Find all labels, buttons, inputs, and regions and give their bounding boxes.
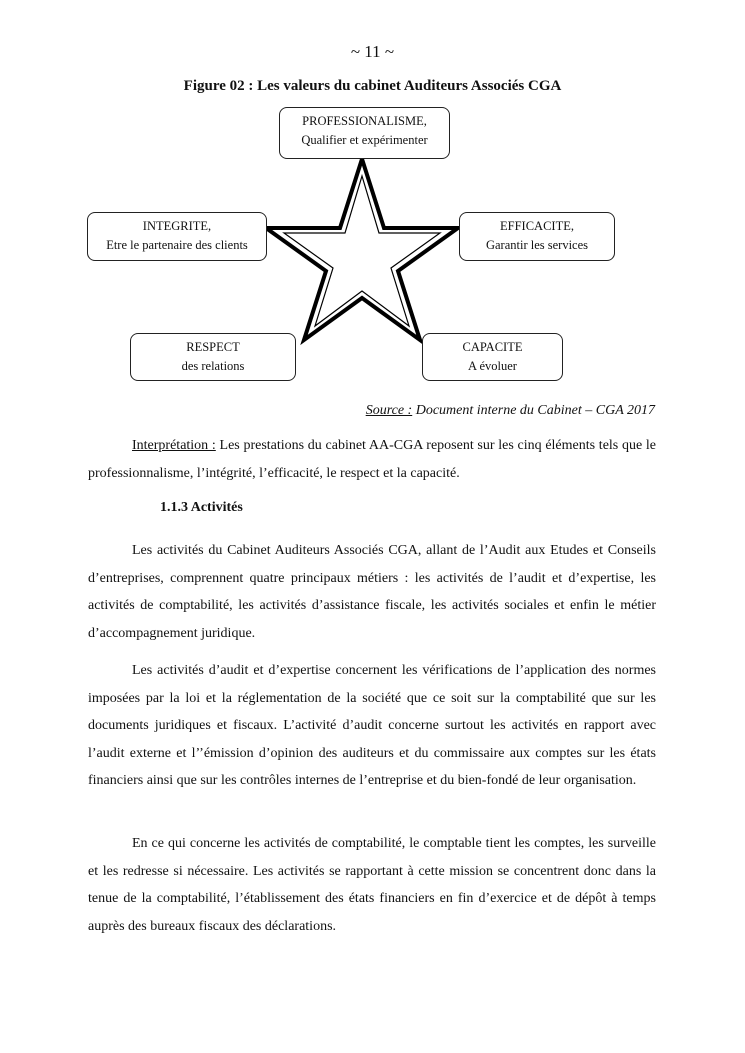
value-box-integrite xyxy=(87,212,267,261)
paragraph: Les activités du Cabinet Auditeurs Associés CGA, allant de l’Audit aux Etudes et Conseils d’entreprises, comprennent quatre principaux métiers : les activités de l’audit et d’expertise, les activités de comptabilité, les activités d’assistance fiscale, les activités sociales et enfin le métier d’accompagnement juridique. xyxy=(88,543,656,641)
value-subtitle: des relations xyxy=(181,359,245,373)
paragraph: Les activités d’audit et d’expertise concernent les vérifications de l’application des normes imposées par la loi et la réglementation de la société que ce soit sur la comptabilité que sur les documents juridiques et fiscaux. L’activité d’audit concerne surtout les activités en rapport avec l’audit externe et l’’émission d’opinion des auditeurs et du commissaire aux comptes sur les états financiers ainsi que sur les contrôles internes de l’entreprise et du bien-fondé de leur organisation. xyxy=(88,663,656,788)
value-title: RESPECT xyxy=(186,340,240,354)
value-title: EFFICACITE, xyxy=(500,219,574,233)
interpretation-paragraph xyxy=(88,432,656,487)
figure-title: Figure 02 : Les valeurs du cabinet Auditeurs Associés CGA xyxy=(183,78,562,94)
paragraph: En ce qui concerne les activités de comptabilité, le comptable tient les comptes, les surveille et les redresse si nécessaire. Les activités se rapportant à cette mission se concentrent donc dans la tenue de la comptabilité, l’établissement des états financiers en fin d’exercice et de dépôt à temps auprès des bureaux fiscaux des déclarations. xyxy=(88,836,656,934)
value-subtitle: A évoluer xyxy=(468,359,517,373)
interpretation-label: Interprétation : xyxy=(132,438,216,453)
value-subtitle: Etre le partenaire des clients xyxy=(106,238,248,252)
star-outer xyxy=(266,159,458,340)
value-subtitle: Qualifier et expérimenter xyxy=(301,133,428,147)
star-inner xyxy=(284,176,440,326)
value-box-respect xyxy=(130,333,296,381)
source-label: Source : xyxy=(365,403,413,418)
section-heading: 1.1.3 Activités xyxy=(160,500,243,515)
star-diagram xyxy=(0,0,745,400)
value-title: CAPACITE xyxy=(462,340,523,354)
value-box-professionalisme xyxy=(279,107,450,159)
value-box-efficacite xyxy=(459,212,615,261)
value-title: INTEGRITE, xyxy=(142,219,212,233)
interpretation-text: Les prestations du cabinet AA-CGA reposent sur les cinq éléments tels que le professionnalisme, l’intégrité, l’efficacité, le respect et la capacité. xyxy=(88,438,656,481)
value-box-capacite xyxy=(422,333,563,381)
value-subtitle: Garantir les services xyxy=(485,238,589,252)
page-number: ~ 11 ~ xyxy=(350,42,395,61)
value-title: PROFESSIONALISME, xyxy=(302,114,427,128)
figure-source xyxy=(366,403,655,419)
source-text: Document interne du Cabinet – CGA 2017 xyxy=(415,403,655,418)
